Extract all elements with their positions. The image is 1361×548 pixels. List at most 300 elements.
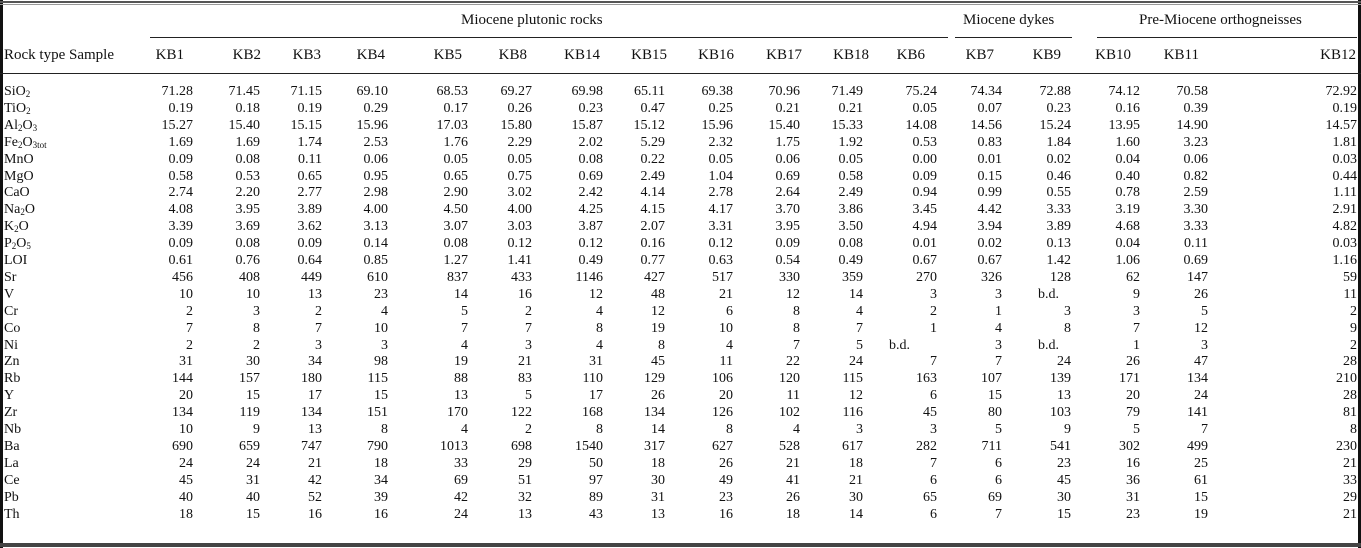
table-cell: 0.49: [838, 253, 863, 268]
table-cell: 72.92: [1325, 84, 1357, 99]
table-cell: 21: [1343, 455, 1357, 471]
table-cell: 120: [779, 371, 800, 387]
table-cell: 7: [186, 320, 193, 336]
table-cell: 16: [719, 506, 733, 522]
table-cell: 1: [930, 320, 937, 336]
table-cell: 0.69: [578, 168, 603, 184]
table-cell: 3.19: [1115, 202, 1140, 218]
table-cell: 15.96: [701, 117, 733, 133]
table-cell: 4.42: [977, 202, 1002, 218]
table-cell: 7: [525, 320, 532, 336]
table-cell: 33: [1343, 472, 1357, 488]
table-cell: 75.24: [905, 84, 937, 99]
table-cell: 171: [1119, 371, 1140, 387]
table-cell: 128: [1050, 269, 1071, 285]
table-cell: 11: [719, 354, 733, 370]
table-cell: 16: [374, 506, 388, 522]
row-label: Co: [4, 320, 21, 336]
table-cell: 7: [995, 506, 1002, 522]
table-cell: 0.08: [578, 151, 603, 167]
table-cell: 19: [454, 354, 468, 370]
table-cell: 0.09: [912, 168, 937, 184]
table-cell: 5: [1201, 303, 1208, 319]
table-cell: 15.80: [500, 117, 532, 133]
table-cell: 14: [849, 286, 863, 302]
table-cell: 134: [644, 405, 665, 421]
table-cell: 8: [793, 320, 800, 336]
table-cell: 0.09: [168, 151, 193, 167]
table-cell: 59: [1343, 269, 1357, 285]
table-row: [0, 438, 1361, 455]
table-cell: 1.92: [838, 134, 863, 150]
table-cell: 3.87: [578, 219, 603, 235]
table-cell: 0.14: [363, 236, 388, 252]
table-cell: 3.89: [297, 202, 322, 218]
column-header: KB12: [1320, 47, 1356, 63]
table-cell: 0.11: [1184, 236, 1208, 252]
table-cell: 18: [786, 506, 800, 522]
table-cell: 0.75: [507, 168, 532, 184]
table-cell: 0.12: [578, 236, 603, 252]
table-cell: 690: [172, 438, 193, 454]
table-cell: 15.33: [831, 117, 863, 133]
table-cell: 0.63: [708, 253, 733, 268]
table-cell: 13: [308, 422, 322, 437]
column-header: KB8: [498, 47, 527, 63]
table-cell: 89: [589, 489, 603, 505]
table-row: [0, 506, 1361, 523]
row-label: La: [4, 455, 19, 471]
table-cell: 16: [1126, 455, 1140, 471]
table-cell: 270: [916, 269, 937, 285]
table-cell: 0.82: [1183, 168, 1208, 184]
table-cell: 0.55: [1046, 185, 1071, 201]
column-header: KB6: [896, 47, 925, 63]
table-cell: 0.65: [297, 168, 322, 184]
table-cell: 8: [381, 422, 388, 437]
table-cell: 13: [308, 286, 322, 302]
table-cell: 65: [923, 489, 937, 505]
column-header: KB15: [631, 47, 667, 63]
table-cell: 14.57: [1325, 117, 1357, 133]
table-cell: 2: [315, 303, 322, 319]
table-row: [0, 235, 1361, 252]
table-cell: 151: [367, 405, 388, 421]
table-row: [0, 421, 1361, 438]
table-cell: 4.00: [363, 202, 388, 218]
table-row: [0, 218, 1361, 235]
row-label: Ni: [4, 337, 18, 353]
table-cell: 0.16: [640, 236, 665, 252]
table-cell: 71.45: [228, 84, 260, 99]
table-cell: 12: [589, 286, 603, 302]
table-cell: 0.05: [838, 151, 863, 167]
row-label: Ce: [4, 472, 20, 488]
table-cell: 2: [1350, 337, 1357, 353]
table-cell: 180: [301, 371, 322, 387]
table-cell: 0.17: [443, 100, 468, 116]
table-cell: 0.29: [363, 100, 388, 116]
table-cell: 7: [461, 320, 468, 336]
table-cell: 15: [1194, 489, 1208, 505]
table-cell: 5: [525, 388, 532, 404]
table-cell: 29: [518, 455, 532, 471]
table-cell: 139: [1050, 371, 1071, 387]
table-cell: 5: [1133, 422, 1140, 437]
table-cell: 45: [1057, 472, 1071, 488]
table-cell: 23: [1126, 506, 1140, 522]
table-cell: 21: [518, 354, 532, 370]
row-label: MnO: [4, 151, 34, 167]
table-cell: 0.16: [1115, 100, 1140, 116]
row-label: Pb: [4, 489, 19, 505]
table-row: [0, 201, 1361, 218]
table-cell: 40: [179, 489, 193, 505]
table-cell: 4: [596, 337, 603, 353]
table-cell: 168: [582, 405, 603, 421]
table-cell: 0.95: [363, 168, 388, 184]
table-cell: 15: [374, 388, 388, 404]
table-cell: 0.03: [1332, 151, 1357, 167]
table-cell: 0.64: [297, 253, 322, 268]
table-cell: 610: [367, 269, 388, 285]
table-cell: 24: [454, 506, 468, 522]
table-cell: 4: [381, 303, 388, 319]
table-row: [0, 83, 1361, 100]
column-header: KB7: [965, 47, 994, 63]
table-cell: 31: [179, 354, 193, 370]
table-cell: 449: [301, 269, 322, 285]
table-cell: 2: [186, 303, 193, 319]
table-cell: 6: [995, 455, 1002, 471]
table-cell: 18: [179, 506, 193, 522]
table-cell: 107: [981, 371, 1002, 387]
table-cell: 10: [179, 422, 193, 437]
table-cell: 20: [719, 388, 733, 404]
table-cell: 3.30: [1183, 202, 1208, 218]
table-cell: 3.86: [838, 202, 863, 218]
table-cell: 20: [1126, 388, 1140, 404]
table-cell: 3.02: [507, 185, 532, 201]
table-cell: 2.98: [363, 185, 388, 201]
row-label: $K_2O$: [4, 219, 29, 235]
table-cell: 3: [856, 422, 863, 437]
table-cell: 1540: [575, 438, 603, 454]
table-cell: 134: [1187, 371, 1208, 387]
table-cell: 14.90: [1176, 117, 1208, 133]
table-cell: 17.03: [436, 117, 468, 133]
table-cell: 31: [589, 354, 603, 370]
table-cell: 69.38: [701, 84, 733, 99]
column-header: KB2: [232, 47, 261, 63]
table-cell: 45: [179, 472, 193, 488]
table-cell: 0.13: [1046, 236, 1071, 252]
table-cell: 18: [849, 455, 863, 471]
table-cell: 9: [1350, 320, 1357, 336]
table-cell: 1.11: [1333, 185, 1357, 201]
group-header: Pre-Miocene orthogneisses: [1139, 12, 1302, 28]
table-cell: 2: [253, 337, 260, 353]
table-cell: 0.18: [235, 100, 260, 116]
table-cell: 3: [930, 422, 937, 437]
table-cell: 40: [246, 489, 260, 505]
table-cell: 15: [988, 388, 1002, 404]
table-cell: 13: [1057, 388, 1071, 404]
table-cell: 12: [786, 286, 800, 302]
table-cell: 6: [995, 472, 1002, 488]
table-cell: 115: [367, 371, 388, 387]
table-cell: 15.96: [356, 117, 388, 133]
table-cell: 19: [651, 320, 665, 336]
table-cell: 0.09: [775, 236, 800, 252]
table-cell: 3: [381, 337, 388, 353]
row-label: $P_2O_5$: [4, 236, 31, 252]
row-label: Sr: [4, 269, 17, 285]
table-cell: 119: [239, 405, 260, 421]
table-cell: 15: [246, 388, 260, 404]
table-cell: 1013: [440, 438, 468, 454]
table-cell: 129: [644, 371, 665, 387]
table-cell: 8: [793, 303, 800, 319]
table-cell: 0.08: [443, 236, 468, 252]
table-cell: 2.20: [235, 185, 260, 201]
table-cell: 3: [1133, 303, 1140, 319]
table-cell: 70.58: [1176, 84, 1208, 99]
table-cell: 15.15: [290, 117, 322, 133]
table-cell: 2.77: [297, 185, 322, 201]
table-cell: 6: [930, 506, 937, 522]
table-cell: 42: [308, 472, 322, 488]
table-cell: 12: [1194, 320, 1208, 336]
row-label: MgO: [4, 168, 34, 184]
table-cell: 21: [719, 286, 733, 302]
table-cell: 74.12: [1108, 84, 1140, 99]
table-cell: 170: [447, 405, 468, 421]
table-cell: 0.07: [977, 100, 1002, 116]
table-cell: 7: [930, 455, 937, 471]
table-cell: b.d.: [889, 337, 910, 353]
table-row: [0, 303, 1361, 320]
table-cell: 4: [596, 303, 603, 319]
row-label: Zr: [4, 405, 18, 421]
group-header: Miocene dykes: [963, 12, 1055, 28]
table-cell: 1.74: [297, 134, 322, 150]
table-cell: 28: [1343, 354, 1357, 370]
table-cell: 698: [511, 438, 532, 454]
table-cell: 7: [1201, 422, 1208, 437]
table-cell: 433: [511, 269, 532, 285]
table-cell: 15.27: [161, 117, 193, 133]
table-cell: 627: [712, 438, 733, 454]
table-cell: 0.01: [977, 151, 1002, 167]
table-cell: 1.04: [708, 168, 733, 184]
table-cell: 2: [186, 337, 193, 353]
table-cell: 0.06: [775, 151, 800, 167]
table-cell: 20: [179, 388, 193, 404]
table-cell: 3.62: [297, 219, 322, 235]
table-cell: 2: [930, 303, 937, 319]
table-cell: 5.29: [640, 134, 665, 150]
table-cell: b.d.: [1038, 337, 1059, 353]
table-cell: 50: [589, 455, 603, 471]
corner-header: Rock type Sample: [4, 47, 114, 63]
table-row: [0, 489, 1361, 506]
table-cell: 0.94: [912, 185, 937, 201]
table-cell: 10: [246, 286, 260, 302]
table-cell: 0.49: [578, 253, 603, 268]
table-cell: 1.60: [1115, 134, 1140, 150]
table-cell: 1.42: [1046, 253, 1071, 268]
table-cell: 81: [1343, 405, 1357, 421]
table-cell: 5: [995, 422, 1002, 437]
row-label: Th: [4, 506, 20, 522]
table-cell: 69: [988, 489, 1002, 505]
column-header: KB9: [1032, 47, 1061, 63]
table-cell: 0.15: [977, 168, 1002, 184]
table-cell: 26: [719, 455, 733, 471]
row-label: SiO$_2$: [4, 84, 31, 99]
group-rule: [150, 37, 948, 38]
table-cell: 9: [1064, 422, 1071, 437]
table-cell: 0.58: [838, 168, 863, 184]
table-cell: 2.07: [640, 219, 665, 235]
table-cell: 29: [1343, 489, 1357, 505]
table-cell: 499: [1187, 438, 1208, 454]
table-cell: 163: [916, 371, 937, 387]
table-cell: 30: [1057, 489, 1071, 505]
table-cell: 0.77: [640, 253, 665, 268]
table-cell: 1.41: [507, 253, 532, 268]
table-cell: 21: [786, 455, 800, 471]
table-cell: 3.31: [708, 219, 733, 235]
table-cell: 74.34: [970, 84, 1002, 99]
table-cell: 31: [1126, 489, 1140, 505]
row-label: TiO$_2$: [4, 100, 31, 116]
table-cell: 61: [1194, 472, 1208, 488]
table-cell: 69: [454, 472, 468, 488]
table-cell: 3.50: [838, 219, 863, 235]
table-cell: 11: [786, 388, 800, 404]
table-cell: 16: [308, 506, 322, 522]
table-cell: 30: [651, 472, 665, 488]
table-row: [0, 151, 1361, 168]
table-row: [0, 168, 1361, 185]
table-cell: 4.82: [1332, 219, 1357, 235]
table-cell: 7: [315, 320, 322, 336]
table-cell: 456: [172, 269, 193, 285]
table-cell: 0.39: [1183, 100, 1208, 116]
table-cell: 12: [849, 388, 863, 404]
table-cell: 0.05: [507, 151, 532, 167]
table-cell: 39: [374, 489, 388, 505]
table-cell: 45: [923, 405, 937, 421]
table-cell: 26: [1194, 286, 1208, 302]
table-cell: 102: [779, 405, 800, 421]
table-cell: 4.68: [1115, 219, 1140, 235]
table-cell: 2: [525, 303, 532, 319]
table-cell: 30: [849, 489, 863, 505]
table-cell: 144: [172, 371, 193, 387]
table-cell: 17: [308, 388, 322, 404]
table-cell: 1146: [575, 269, 603, 285]
table-cell: 110: [582, 371, 603, 387]
table-cell: 71.15: [290, 84, 322, 99]
table-cell: 122: [511, 405, 532, 421]
table-cell: 0.25: [708, 100, 733, 116]
table-cell: 48: [651, 286, 665, 302]
table-cell: 69.98: [571, 84, 603, 99]
table-cell: 134: [301, 405, 322, 421]
row-label: $Al_2O_3$: [4, 117, 38, 133]
table-cell: 34: [374, 472, 388, 488]
table-cell: 0.08: [235, 236, 260, 252]
table-cell: 4.00: [507, 202, 532, 218]
table-cell: 2.02: [578, 134, 603, 150]
table-cell: 8: [596, 422, 603, 437]
table-cell: 0.05: [912, 100, 937, 116]
table-cell: 3.13: [363, 219, 388, 235]
table-cell: 3.95: [235, 202, 260, 218]
table-cell: 5: [461, 303, 468, 319]
table-cell: 24: [1194, 388, 1208, 404]
table-cell: 8: [726, 422, 733, 437]
table-cell: 3.03: [507, 219, 532, 235]
table-cell: 230: [1336, 438, 1357, 454]
table-cell: 1.06: [1115, 253, 1140, 268]
table-cell: 2.32: [708, 134, 733, 150]
table-cell: 47: [1194, 354, 1208, 370]
table-cell: 21: [1343, 506, 1357, 522]
table-cell: 541: [1050, 438, 1071, 454]
table-cell: 147: [1187, 269, 1208, 285]
table-cell: 2.49: [838, 185, 863, 201]
table-cell: 210: [1336, 371, 1357, 387]
table-cell: 790: [367, 438, 388, 454]
table-cell: 0.02: [977, 236, 1002, 252]
table-cell: 0.85: [363, 253, 388, 268]
column-header: KB14: [564, 47, 600, 63]
table-cell: 0.26: [507, 100, 532, 116]
table-cell: 9: [1133, 286, 1140, 302]
table-cell: 83: [518, 371, 532, 387]
row-label: CaO: [4, 185, 30, 201]
table-cell: 14: [651, 422, 665, 437]
table-row: [0, 404, 1361, 421]
table-cell: 97: [589, 472, 603, 488]
row-label: Nb: [4, 422, 22, 437]
table-cell: 1.84: [1046, 134, 1071, 150]
table-cell: 14: [849, 506, 863, 522]
table-cell: 36: [1126, 472, 1140, 488]
table-cell: 0.19: [297, 100, 322, 116]
table-cell: 15.40: [768, 117, 800, 133]
table-cell: 14.08: [905, 117, 937, 133]
table-cell: 23: [1057, 455, 1071, 471]
table-cell: 28: [1343, 388, 1357, 404]
table-cell: 8: [596, 320, 603, 336]
table-cell: 0.58: [168, 168, 193, 184]
table-cell: 0.23: [578, 100, 603, 116]
table-cell: 4: [793, 422, 800, 437]
table-cell: 11: [1343, 286, 1357, 302]
table-cell: 17: [589, 388, 603, 404]
table-cell: 1.76: [443, 134, 468, 150]
column-header: KB1: [155, 47, 184, 63]
table-cell: 0.46: [1046, 168, 1071, 184]
table-cell: 3.95: [775, 219, 800, 235]
table-cell: 4: [461, 337, 468, 353]
table-cell: 0.22: [640, 151, 665, 167]
